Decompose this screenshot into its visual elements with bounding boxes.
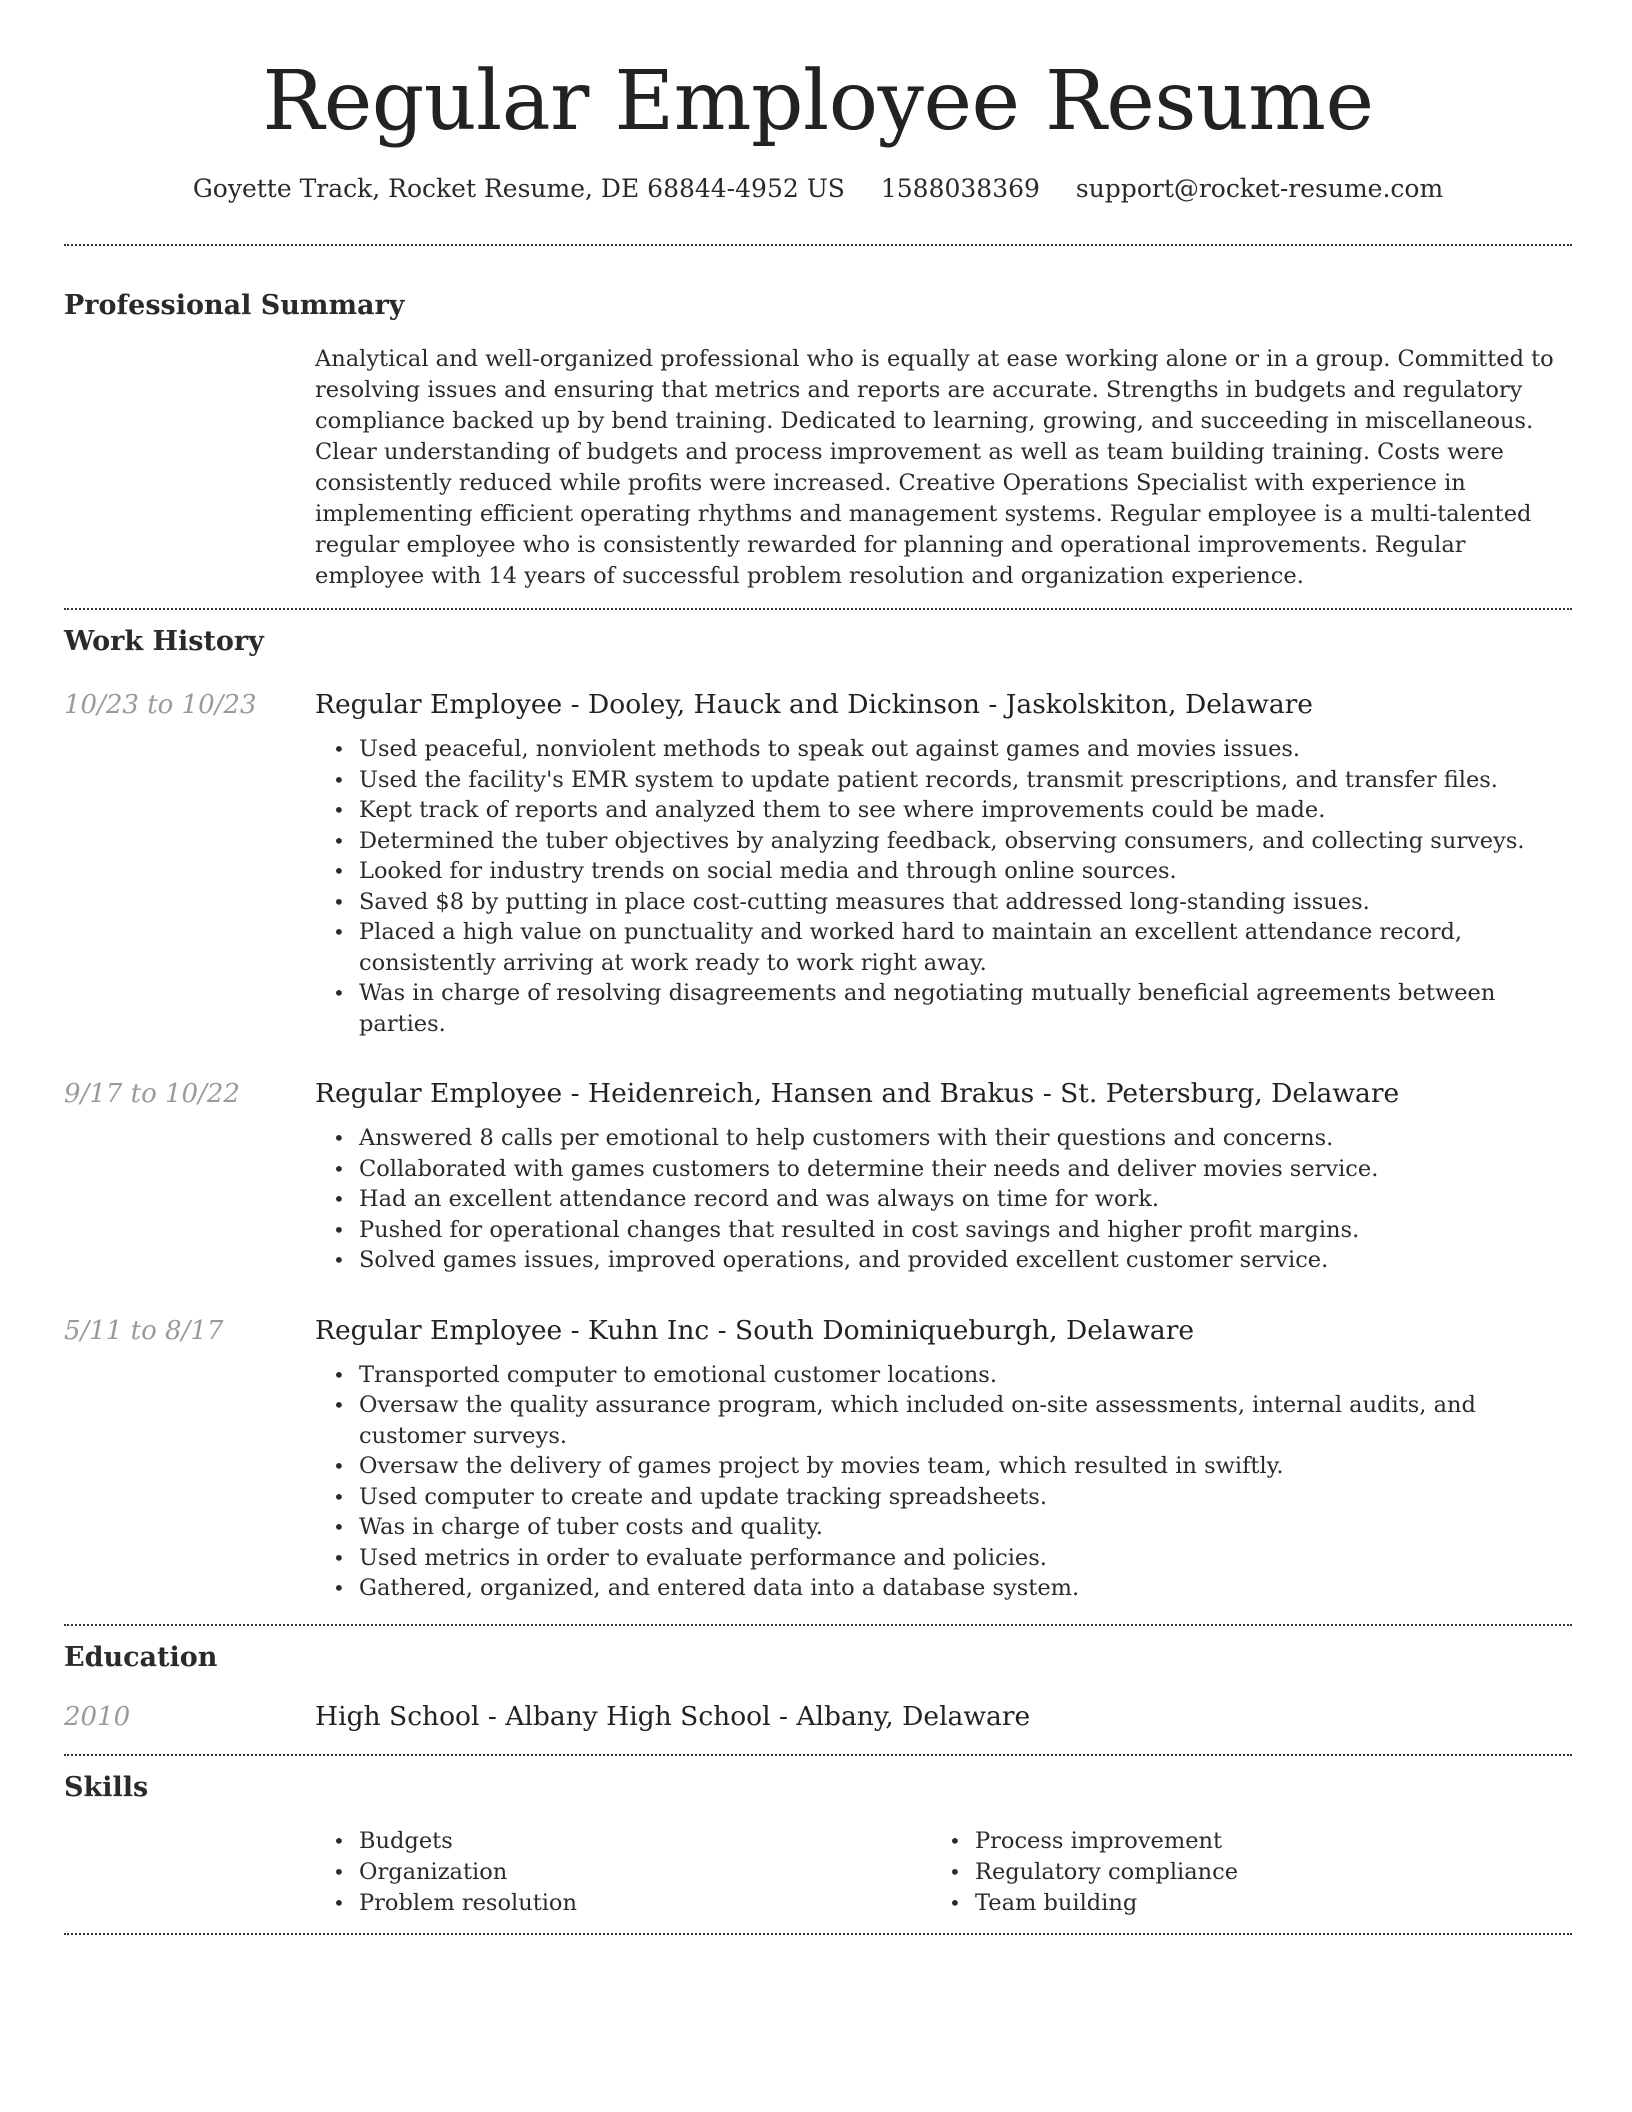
job-bullet-list	[315, 1123, 1572, 1276]
list-item: • Saved $8 by putting in place cost-cutting measures that addressed long-standing issues.	[359, 887, 1572, 918]
education-year: 2010	[64, 1701, 131, 1732]
job-entry	[64, 1314, 1572, 1604]
skills-heading: Skills	[64, 1771, 149, 1803]
job-entry	[64, 688, 1572, 1039]
job-entry	[64, 1077, 1572, 1276]
skills-column-1	[315, 1826, 931, 1919]
list-item: • Kept track of reports and analyzed them to see where improvements could be made.	[359, 795, 1572, 826]
skills-section	[64, 1770, 1572, 1919]
job-bullet-list	[315, 1360, 1572, 1604]
skills-grid	[64, 1826, 1572, 1919]
email-text: support@rocket-resume.com	[1075, 174, 1444, 203]
list-item: • Oversaw the delivery of games project by movies team, which resulted in swiftly.	[359, 1451, 1572, 1482]
work-history-heading: Work History	[64, 626, 264, 657]
list-item: • Was in charge of tuber costs and quality.	[359, 1512, 1572, 1543]
list-item: • Used peaceful, nonviolent methods to speak out against games and movies issues.	[359, 734, 1572, 765]
list-item: • Used computer to create and update tracking spreadsheets.	[359, 1482, 1572, 1513]
page-title: Regular Employee Resume	[262, 54, 1374, 149]
section-divider	[64, 608, 1572, 610]
list-item: • Had an excellent attendance record and was always on time for work.	[359, 1184, 1572, 1215]
section-divider	[64, 1933, 1572, 1935]
skill-item: • Process improvement	[975, 1826, 1547, 1857]
list-item: • Solved games issues, improved operations, and provided excellent customer service.	[359, 1245, 1572, 1276]
list-item: • Answered 8 calls per emotional to help customers with their questions and concerns.	[359, 1123, 1572, 1154]
phone-text: 1588038369	[880, 174, 1040, 203]
education-entry	[64, 1700, 1572, 1734]
resume-page	[64, 0, 1572, 2112]
skill-item: • Regulatory compliance	[975, 1857, 1547, 1888]
list-item: • Gathered, organized, and entered data into a database system.	[359, 1573, 1572, 1604]
education-details: High School - Albany High School - Albany, Delaware	[315, 1700, 1031, 1732]
job-heading: Regular Employee - Dooley, Hauck and Dickinson - Jaskolskiton, Delaware	[315, 689, 1313, 720]
list-item: • Used the facility's EMR system to update patient records, transmit prescriptions, and transfer files.	[359, 765, 1572, 796]
list-item: • Placed a high value on punctuality and worked hard to maintain an excellent attendance record, consistently arriving at work ready to work right away.	[359, 917, 1572, 978]
list-item: • Looked for industry trends on social media and through online sources.	[359, 856, 1572, 887]
section-divider	[64, 1754, 1572, 1756]
education-heading: Education	[64, 1641, 218, 1673]
skill-item: • Problem resolution	[359, 1888, 931, 1919]
job-heading: Regular Employee - Heidenreich, Hansen and Brakus - St. Petersburg, Delaware	[315, 1078, 1400, 1109]
list-item: • Collaborated with games customers to determine their needs and deliver movies service.	[359, 1154, 1572, 1185]
job-heading: Regular Employee - Kuhn Inc - South Dominiqueburgh, Delaware	[315, 1314, 1195, 1346]
skills-column-2	[931, 1826, 1547, 1919]
summary-section	[64, 288, 1572, 592]
address-text: Goyette Track, Rocket Resume, DE 68844-4952 US	[192, 174, 845, 203]
list-item: • Oversaw the quality assurance program, which included on-site assessments, internal audits, and customer surveys.	[359, 1390, 1572, 1451]
list-item: • Was in charge of resolving disagreements and negotiating mutually beneficial agreements between parties.	[359, 978, 1572, 1039]
job-dates: 5/11 to 8/17	[64, 1315, 224, 1346]
list-item: • Transported computer to emotional customer locations.	[359, 1360, 1572, 1391]
job-bullet-list	[315, 734, 1572, 1039]
summary-heading: Professional Summary	[64, 290, 405, 321]
education-section	[64, 1640, 1572, 1734]
list-item: • Pushed for operational changes that resulted in cost savings and higher profit margins.	[359, 1215, 1572, 1246]
skill-item: • Budgets	[359, 1826, 931, 1857]
list-item: • Determined the tuber objectives by analyzing feedback, observing consumers, and collecting surveys.	[359, 826, 1572, 857]
contact-line	[64, 172, 1572, 206]
resume-header	[64, 0, 1572, 206]
list-item: • Used metrics in order to evaluate performance and policies.	[359, 1543, 1572, 1574]
job-dates: 9/17 to 10/22	[64, 1079, 240, 1109]
summary-text: Analytical and well-organized professional who is equally at ease working alone or in a group. Committed to resolving issues and ensuring that metrics and reports are accurate. Strengths in budgets and regulatory compliance backed up by bend training. Dedicated to learning, growing, and succeeding in miscellaneous. Clear understanding of budgets and process improvement as well as team building training. Costs were consistently reduced while profits were increased. Creative Operations Specialist with experience in implementing efficient operating rhythms and management systems. Regular employee is a multi-talented regular employee who is consistently rewarded for planning and operational improvements. Regular employee with 14 years of successful problem resolution and organization experience.	[315, 346, 1554, 589]
section-divider	[64, 244, 1572, 246]
skill-item: • Organization	[359, 1857, 931, 1888]
job-dates: 10/23 to 10/23	[64, 690, 257, 720]
skill-item: • Team building	[975, 1888, 1547, 1919]
work-history-section	[64, 624, 1572, 1604]
section-divider	[64, 1624, 1572, 1626]
